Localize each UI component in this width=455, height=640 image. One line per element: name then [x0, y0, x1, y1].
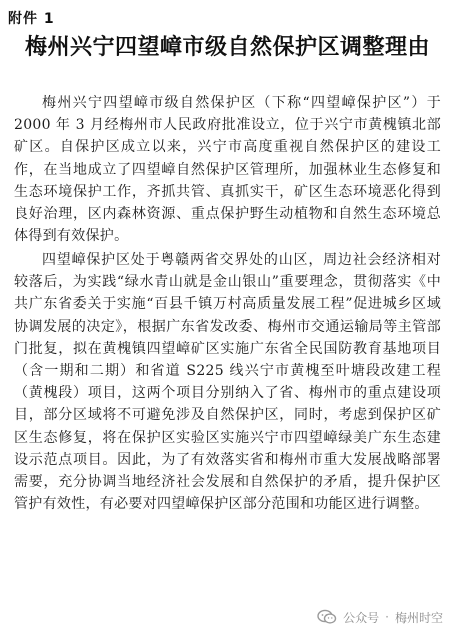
annex-label: 附件 1 [8, 11, 55, 27]
document-body [14, 92, 441, 517]
account-watermark [311, 604, 449, 630]
document-title: 梅州兴宁四望嶂市级自然保护区调整理由 [24, 35, 430, 60]
wechat-icon [317, 609, 337, 625]
watermark-platform: 公众号 [343, 610, 380, 625]
watermark-account: 梅州时空 [394, 610, 443, 625]
body-paragraph-2: 四望嶂保护区处于粤赣两省交界处的山区，周边社会经济相对较落后，为实践“绿水青山就是金山银山”重要理念，贯彻落实《中共广东省委关于实施“百县千镇万村高质量发展工程”促进城乡区域协调发展的决定》，根据广东省发改委、梅州市交通运输局等主管部门批复，拟在黄槐镇四望嶂矿区实施广东省全民国防教育基地项目（含一期和二期）和省道 S225 线兴宁市黄槐至叶塘段改建工程（黄槐段）项目，这两个项目分别纳入了省、梅州市的重点建设项目，部分区域将不可避免涉及自然保护区，同时，考虑到保护区矿区生态修复，将在保护区实验区实施兴宁市四望嶂绿美广东生态建设示范点项目。因此，为了有效落实省和梅州市重大发展战略部署需要，充分协调当地经济社会发展和自然保护的矛盾，提升保护区管护有效性，有必要对四望嶂保护区部分范围和功能区进行调整。 [14, 252, 441, 513]
watermark-separator: · [385, 610, 389, 624]
body-paragraph-1: 梅州兴宁四望嶂市级自然保护区（下称“四望嶂保护区”）于 2000 年 3 月经梅州市人民政府批准设立，位于兴宁市黄槐镇北部矿区。自保护区成立以来，兴宁市高度重视自然保护区的建设工作，在当地成立了四望嶂自然保护区管理所，加强林业生态修复和生态环境保护工作，齐抓共管、真抓实干，矿区生态环境恶化得到良好治理，区内森林资源、重点保护野生动植物和自然生态环境总体得到有效保护。 [14, 95, 441, 245]
